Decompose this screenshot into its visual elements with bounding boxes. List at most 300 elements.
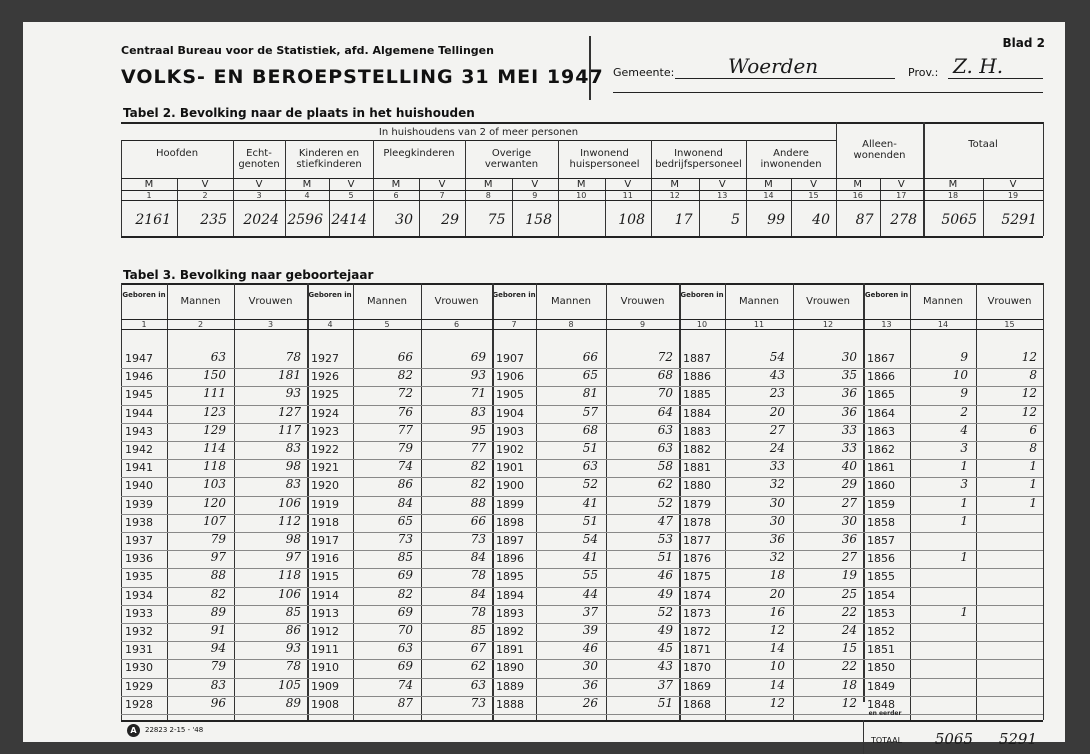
table2-row-rule [121, 190, 1043, 191]
table3-men-value: 120 [203, 495, 226, 510]
table3-year: 1848 [867, 697, 895, 711]
table3-year: 1860 [867, 479, 895, 493]
table2-sub-header: M [853, 179, 863, 190]
table3-women-value: 33 [841, 422, 857, 437]
table3-men-value: 1 [960, 495, 968, 510]
table3-year: 1887 [683, 352, 711, 365]
table3-men-value: 129 [203, 422, 226, 437]
table2-value: 29 [441, 212, 459, 228]
table3-header-rule [121, 319, 1043, 320]
table3-men-value: 54 [582, 532, 598, 546]
table3-women-header: Vrouwen [806, 296, 850, 307]
gemeente-label: Gemeente: [613, 66, 675, 79]
table2-sub-header: M [576, 179, 586, 190]
table3-women-value: 12 [1021, 386, 1037, 401]
table3-year: 1933 [125, 606, 153, 620]
table3-men-value: 10 [769, 659, 785, 674]
table2-sub-divider [177, 178, 178, 236]
table3-year: 1849 [867, 679, 895, 693]
table3-year: 1943 [125, 424, 153, 438]
table3-men-value: 26 [582, 695, 598, 710]
table3-col-number: 11 [753, 320, 765, 329]
table3-men-value: 55 [582, 568, 598, 583]
table3-row-rule [863, 587, 1043, 588]
table3-men-value: 54 [769, 350, 785, 364]
table3-women-value: 58 [657, 459, 673, 474]
table3-women-value: 8 [1029, 368, 1037, 383]
table3-year: 1873 [683, 606, 711, 620]
table2-sub-header: V [810, 179, 817, 190]
table3-year: 1896 [496, 552, 524, 566]
table3-col-number: 6 [453, 320, 460, 329]
table3-men-value: 20 [769, 586, 785, 601]
table2-value: 17 [674, 212, 693, 228]
table3-men-value: 69 [397, 604, 413, 619]
table3-women-value: 117 [278, 422, 301, 437]
table3-year: 1868 [683, 697, 711, 711]
table3-men-value: 57 [582, 404, 598, 419]
table3-men-value: 23 [769, 386, 785, 401]
table3-women-value: 181 [278, 368, 301, 383]
table3-year: 1851 [867, 643, 895, 657]
table3-col-number: 9 [639, 320, 646, 329]
table2-col-number: 17 [896, 191, 907, 200]
table3-born-header: Geboren in [308, 291, 352, 299]
table2-sub-header: V [347, 179, 355, 190]
table3-year: 1850 [867, 661, 895, 675]
table3-year: 1921 [311, 461, 339, 475]
table3-year: 1892 [496, 625, 524, 638]
table3-total-men: 5065 [934, 730, 973, 748]
table3-row-rule [307, 714, 492, 715]
table3-women-value: 27 [841, 550, 857, 565]
table3-men-value: 82 [397, 586, 413, 601]
table3-year: 1880 [683, 479, 711, 493]
table3-year: 1854 [867, 588, 895, 602]
table3-women-value: 77 [470, 441, 486, 455]
table3-men-value: 87 [397, 695, 413, 710]
table3-year: 1885 [683, 388, 711, 402]
table2-col-header: Inwonend huispersoneel [569, 148, 640, 170]
table3-block-divider [863, 283, 865, 702]
table2-value: 99 [767, 212, 785, 228]
table2-sub-header: M [764, 179, 773, 190]
table3-men-value: 1 [960, 513, 968, 528]
table2-value: 278 [890, 212, 917, 228]
table3-women-header: Vrouwen [987, 296, 1032, 307]
table3-row-rule [863, 568, 1043, 569]
table3-born-header: Geboren in [122, 291, 166, 299]
table3-men-value: 97 [210, 550, 226, 565]
table3-men-value: 32 [769, 477, 785, 492]
table3-year: 1915 [311, 570, 339, 584]
table2-col-header: Kinderen en stiefkinderen [296, 148, 362, 170]
table3-col-number: 8 [568, 320, 574, 329]
table3-year: 1893 [496, 606, 524, 620]
table3-men-value: 79 [397, 441, 413, 455]
table3-year: 1919 [311, 497, 339, 511]
table3-women-value: 84 [470, 586, 486, 601]
table2-sub-divider [419, 178, 420, 236]
table2-sub-header: V [531, 179, 539, 190]
table3-year: 1936 [125, 552, 153, 566]
table3-women-value: 19 [841, 568, 857, 583]
table3-men-value: 77 [397, 422, 413, 437]
table2-sub-divider [605, 178, 606, 236]
table3-men-value: 82 [397, 368, 413, 383]
table3-year: 1882 [683, 443, 711, 456]
table3-block-divider [307, 283, 309, 720]
table3-col-number: 7 [511, 320, 517, 329]
table3-women-value: 49 [657, 586, 673, 601]
table3-women-value: 53 [657, 532, 673, 546]
table2-col-number: 15 [808, 191, 819, 200]
table3-col-number: 5 [384, 320, 390, 329]
publisher-logo-icon: A [127, 724, 140, 737]
table2-col-header: Hoofden [155, 148, 199, 159]
table3-men-value: 88 [210, 568, 226, 583]
table3-year: 1862 [867, 443, 895, 456]
table3-col-number: 15 [1004, 320, 1015, 329]
table3-year: 1883 [683, 424, 711, 438]
table2-value: 87 [855, 212, 874, 228]
table2-col-number: 1 [146, 191, 152, 200]
table2-title: Tabel 2. Bevolking naar de plaats in het huishouden [123, 106, 475, 120]
table3-women-value: 78 [285, 659, 301, 674]
table3-col-number: 14 [937, 320, 949, 329]
table3-year: 1852 [867, 625, 895, 638]
table2-value: 5291 [1001, 212, 1037, 228]
table2-value: 235 [200, 212, 227, 228]
prov-value: Z. H. [953, 54, 1004, 78]
table3-men-value: 12 [769, 695, 785, 710]
table3-year: 1899 [496, 497, 524, 511]
table3-year: 1886 [683, 370, 711, 384]
table3-men-value: 107 [203, 513, 226, 528]
table3-women-value: 93 [470, 368, 486, 383]
table3-block-divider [679, 283, 681, 720]
table2-sub-divider [329, 178, 330, 236]
table2-value: 2596 [287, 212, 323, 228]
table3-row-rule [863, 659, 1043, 660]
table3-born-header: Geboren in [864, 291, 909, 299]
table3-women-value: 88 [470, 495, 486, 510]
table3-men-value: 123 [203, 404, 226, 419]
table2-col-header: Pleegkinderen [383, 148, 455, 159]
table3-year: 1875 [683, 570, 711, 584]
table3-women-value: 25 [841, 586, 857, 601]
table3-men-value: 86 [397, 477, 413, 492]
table3-women-value: 52 [657, 604, 673, 619]
table3-year: 1855 [867, 570, 895, 584]
table3-women-value: 45 [657, 641, 673, 656]
table3-men-value: 69 [397, 659, 413, 674]
table3-year: 1901 [496, 461, 524, 475]
table3-year: 1890 [496, 661, 524, 675]
table3-men-value: 63 [397, 641, 413, 656]
table3-year: 1861 [867, 461, 895, 475]
bureau-name: Centraal Bureau voor de Statistiek, afd. Algemene Tellingen [121, 44, 494, 57]
table3-women-value: 64 [657, 404, 673, 419]
table3-year: 1874 [683, 588, 711, 602]
table3-men-value: 74 [397, 459, 413, 474]
table3-men-value: 39 [582, 623, 598, 637]
table3-year: 1911 [311, 643, 339, 657]
table3-women-value: 22 [841, 659, 857, 674]
table3-year: 1932 [125, 625, 153, 638]
table3-women-value: 22 [841, 604, 857, 619]
gemeente-value: Woerden [728, 54, 819, 78]
table2-value: 158 [525, 212, 552, 228]
table3-right-edge [1043, 283, 1044, 720]
table3-row-rule [863, 532, 1043, 533]
table3-men-value: 65 [397, 513, 413, 528]
table3-women-value: 40 [841, 459, 857, 474]
table3-men-value: 14 [769, 641, 785, 656]
table3-total-divider [863, 720, 864, 754]
table3-year: 1940 [125, 479, 153, 493]
table3-men-value: 150 [203, 368, 226, 383]
table2-col-header: Totaal [968, 139, 998, 150]
table2-value: 108 [618, 212, 645, 228]
table2-value: 2414 [331, 212, 367, 228]
table2-col-header: Inwonend bedrijfspersoneel [655, 148, 742, 170]
table3-men-value: 65 [582, 368, 598, 383]
table3-women-value: 69 [470, 350, 486, 364]
gemeente-line [675, 78, 895, 79]
table3-men-value: 52 [582, 477, 598, 492]
table3-col-number: 2 [197, 320, 204, 329]
table3-women-value: 83 [285, 441, 301, 455]
table3-women-value: 37 [657, 677, 673, 692]
table3-women-value: 63 [657, 441, 673, 455]
table3-women-value: 78 [470, 568, 486, 583]
table2-sub-header: M [391, 179, 401, 190]
table2-col-header: Andere inwonenden [760, 148, 822, 170]
table2-right-edge [1043, 122, 1044, 236]
table3-women-value: 30 [841, 513, 857, 528]
table3-women-value: 6 [1029, 422, 1037, 437]
table3-women-value: 12 [1021, 350, 1037, 364]
table3-women-value: 78 [285, 350, 301, 364]
table3-year: 1941 [125, 461, 153, 475]
table3-women-value: 62 [470, 659, 486, 674]
table3-year: 1909 [311, 679, 339, 693]
table3-men-value: 51 [582, 513, 598, 528]
form-title: VOLKS- EN BEROEPSTELLING 31 MEI 1947 [121, 66, 604, 88]
table2-sub-header: M [948, 179, 958, 190]
table3-men-value: 20 [769, 404, 785, 419]
table3-women-value: 73 [470, 695, 486, 710]
table3-women-value: 78 [470, 604, 486, 619]
table3-men-value: 85 [397, 550, 413, 565]
table3-year: 1902 [496, 443, 524, 456]
table2-sub-header: V [255, 179, 263, 190]
table3-men-value: 46 [582, 641, 598, 656]
table3-men-value: 30 [769, 513, 785, 528]
table3-men-value: 51 [582, 441, 598, 455]
table3-year: 1895 [496, 570, 524, 584]
table3-men-value: 9 [960, 350, 968, 364]
table3-men-value: 114 [203, 441, 226, 455]
table3-men-value: 66 [397, 350, 413, 364]
table3-women-value: 93 [285, 386, 301, 401]
table3-year: 1906 [496, 370, 524, 384]
table2-col-header: Echt- genoten [238, 148, 280, 170]
table2-sub-divider [880, 178, 881, 236]
table3-year: 1925 [311, 388, 339, 402]
table3-men-value: 37 [582, 604, 598, 619]
table3-women-value: 71 [470, 386, 486, 401]
table3-year: 1870 [683, 661, 711, 675]
table3-women-header: Vrouwen [620, 296, 665, 307]
table3-col-number: 1 [141, 320, 147, 329]
table3-women-value: 127 [278, 404, 301, 419]
table2-sub-header: V [897, 179, 905, 190]
table3-en-eerder: en eerder [868, 710, 902, 717]
table3-men-value: 63 [582, 459, 598, 474]
table3-year: 1942 [125, 443, 153, 456]
table3-men-value: 3 [960, 477, 968, 492]
table3-year: 1924 [311, 406, 339, 420]
table3-men-value: 9 [960, 386, 968, 401]
table3-men-header: Mannen [367, 296, 407, 307]
table3-men-value: 12 [769, 623, 785, 637]
table3-women-value: 18 [841, 677, 857, 692]
table3-women-value: 30 [841, 350, 857, 364]
table3-women-value: 98 [285, 532, 301, 546]
table3-women-value: 93 [285, 641, 301, 656]
table3-year: 1894 [496, 588, 524, 602]
table3-year: 1879 [683, 497, 711, 511]
table2-group-header: In huishoudens van 2 of meer personen [378, 127, 579, 138]
table3-women-value: 95 [470, 422, 486, 437]
table3-women-value: 85 [285, 604, 301, 619]
table3-women-value: 36 [841, 386, 857, 401]
table3-total-label: TOTAAL [871, 736, 903, 745]
table3-men-value: 96 [210, 695, 226, 710]
table2-row-rule [121, 236, 1043, 238]
table3-year: 1946 [125, 370, 153, 384]
table3-col-number: 12 [822, 320, 834, 329]
table3-total-women: 5291 [998, 730, 1037, 748]
table3-women-value: 8 [1029, 441, 1037, 455]
table3-men-value: 63 [210, 350, 226, 364]
table2-value: 2024 [243, 212, 279, 228]
table2-sub-header: V [1009, 179, 1017, 190]
table3-women-value: 33 [841, 441, 857, 455]
table2-col-number: 16 [852, 191, 863, 200]
table3-men-value: 14 [769, 677, 785, 692]
table2-col-number: 4 [304, 191, 310, 200]
table3-men-header: Mannen [180, 296, 221, 307]
table3-row-rule [492, 714, 679, 715]
table2-col-number: 11 [622, 191, 633, 200]
table3-men-value: 2 [960, 404, 968, 419]
table3-women-value: 36 [841, 532, 857, 546]
table3-year: 1916 [311, 552, 339, 566]
header-underline [613, 92, 1043, 93]
table3-women-value: 29 [841, 477, 857, 492]
table3-year: 1866 [867, 370, 895, 384]
table2-sub-divider [791, 178, 792, 236]
table3-men-value: 16 [769, 604, 785, 619]
table3-year: 1927 [311, 352, 339, 365]
form-code: 22823 2-15 - '48 [145, 726, 204, 734]
table3-year: 1904 [496, 406, 524, 420]
table3-men-value: 32 [769, 550, 785, 565]
table3-year: 1944 [125, 406, 153, 420]
table3-women-value: 97 [285, 550, 301, 565]
table3-women-value: 52 [657, 495, 673, 510]
table3-women-value: 46 [657, 568, 673, 583]
table3-men-value: 41 [582, 550, 598, 565]
table2-sub-header: M [670, 179, 680, 190]
table3-women-value: 66 [470, 513, 486, 528]
table3-year: 1856 [867, 552, 895, 566]
table3-women-value: 84 [470, 550, 486, 565]
table3-men-value: 70 [397, 623, 413, 637]
table3-men-value: 24 [769, 441, 785, 455]
table3-women-value: 89 [285, 695, 301, 710]
table3-year: 1903 [496, 424, 524, 438]
table3-women-value: 106 [278, 586, 301, 601]
table3-year: 1884 [683, 406, 711, 420]
table2-sub-header: M [144, 179, 154, 190]
table3-men-header: Mannen [739, 296, 779, 307]
table3-year: 1934 [125, 588, 153, 602]
table3-year: 1912 [311, 625, 339, 638]
table3-women-value: 27 [841, 495, 857, 510]
table3-block-divider [492, 283, 494, 720]
table2-col-number: 13 [717, 191, 728, 200]
table3-year: 1858 [867, 515, 895, 529]
census-form-sheet [23, 22, 1065, 748]
table3-year: 1917 [311, 534, 339, 547]
table3-year: 1931 [125, 643, 153, 657]
table3-men-value: 118 [203, 459, 226, 474]
table3-women-value: 63 [657, 422, 673, 437]
table3-women-value: 82 [470, 477, 486, 492]
table3-year: 1939 [125, 497, 153, 511]
table2-row-rule [121, 200, 1043, 201]
table3-women-value: 83 [285, 477, 301, 492]
table3-year: 1872 [683, 625, 711, 638]
table3-women-value: 47 [657, 513, 673, 528]
table3-women-value: 24 [841, 623, 857, 637]
table3-men-value: 30 [582, 659, 598, 674]
table3-row-rule [863, 678, 1043, 679]
table3-men-value: 27 [769, 422, 785, 437]
table2-value: 5065 [941, 212, 977, 228]
table3-men-value: 91 [210, 623, 226, 637]
table2-value: 2161 [135, 212, 171, 228]
table3-year: 1867 [867, 352, 895, 365]
table3-women-value: 112 [278, 513, 301, 528]
table2-sub-divider [699, 178, 700, 236]
table3-row-rule [679, 714, 863, 715]
table3-men-value: 81 [582, 386, 598, 401]
table3-men-value: 1 [960, 604, 968, 619]
table2-row-rule [121, 178, 1043, 179]
table3-year: 1878 [683, 515, 711, 529]
table3-men-value: 76 [397, 404, 413, 419]
table3-year: 1897 [496, 534, 524, 547]
table3-year: 1928 [125, 697, 153, 711]
table3-men-value: 74 [397, 677, 413, 692]
table3-men-value: 94 [210, 641, 226, 656]
table3-women-value: 105 [278, 677, 301, 692]
